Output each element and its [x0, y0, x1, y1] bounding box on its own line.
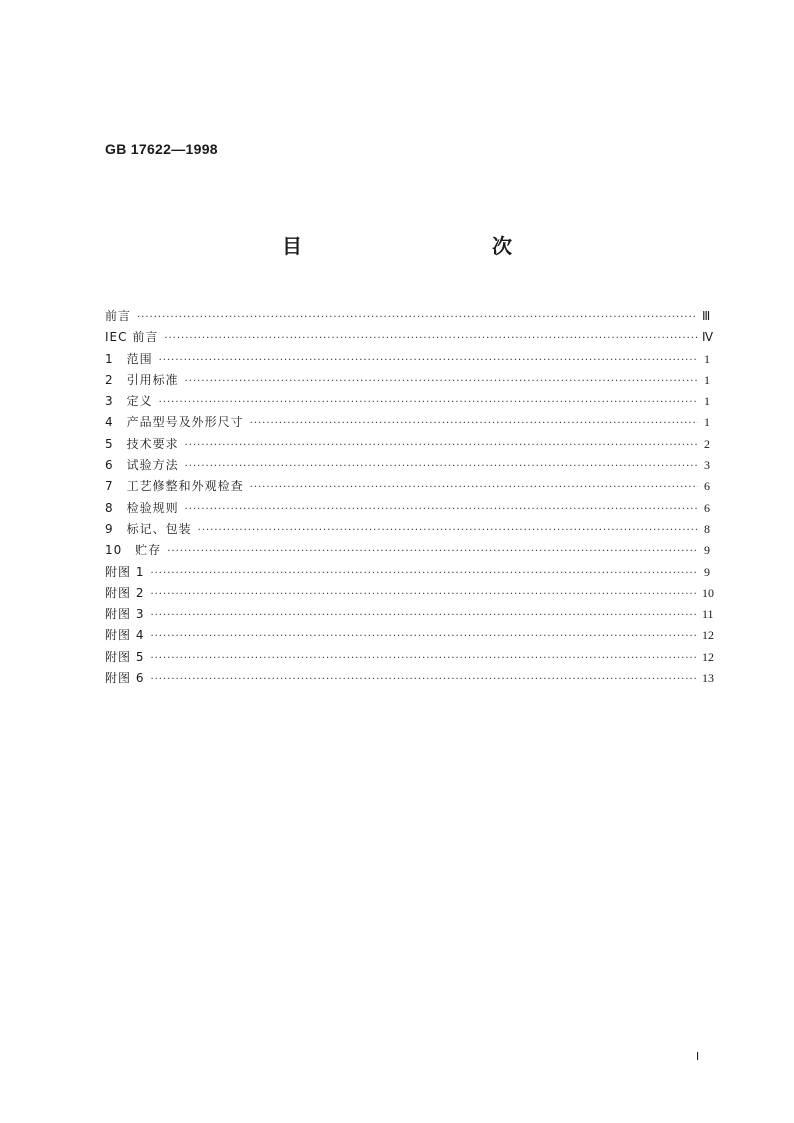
toc-leader-dots — [137, 312, 698, 323]
toc-leader-dots — [185, 504, 698, 515]
toc-entry-page: 9 — [704, 543, 710, 558]
toc-entry-page: 11 — [702, 607, 714, 622]
toc-entry[interactable] — [105, 541, 710, 562]
toc-entry-label: 附图 4 — [105, 628, 145, 643]
toc-entry-label: 1 范围 — [105, 351, 153, 366]
toc-leader-dots — [159, 397, 698, 408]
toc-leader-dots — [167, 546, 698, 557]
toc-entry-page: 12 — [702, 649, 714, 664]
toc-leader-dots — [164, 333, 698, 344]
toc-entry[interactable] — [105, 563, 710, 584]
toc-entry-page: 6 — [704, 500, 710, 515]
toc-entry[interactable] — [105, 371, 710, 392]
toc-leader-dots — [198, 525, 698, 536]
toc-entry-page: 2 — [704, 436, 710, 451]
toc-entry-label: 附图 1 — [105, 564, 145, 579]
toc-entry-page: 1 — [704, 394, 710, 409]
toc-entry-label: 前言 — [105, 309, 132, 323]
page-title: 目 次 — [282, 234, 562, 258]
toc-leader-dots — [150, 610, 698, 621]
toc-entry[interactable] — [105, 328, 714, 349]
page-number: Ⅰ — [696, 1051, 700, 1063]
toc-leader-dots — [185, 461, 698, 472]
toc-entry-label: 9 标记、包装 — [105, 521, 192, 536]
toc-leader-dots — [150, 631, 698, 642]
toc-entry-label: 4 产品型号及外形尺寸 — [105, 415, 244, 430]
toc-entry-label: 5 技术要求 — [105, 436, 179, 451]
toc-entry-label: 10 贮存 — [105, 543, 162, 558]
toc-leader-dots — [185, 440, 698, 451]
toc-entry-label: 附图 2 — [105, 585, 145, 600]
toc-entry-label: 附图 6 — [105, 671, 145, 686]
toc-entry-label: 2 引用标准 — [105, 372, 179, 387]
toc-entry-page: 13 — [702, 671, 714, 686]
toc-leader-dots — [150, 674, 698, 685]
toc-entry[interactable] — [105, 350, 710, 371]
toc-entry-label: 附图 3 — [105, 607, 145, 622]
toc-entry[interactable] — [105, 477, 710, 498]
toc-leader-dots — [150, 589, 698, 600]
toc-leader-dots — [250, 418, 698, 429]
toc-entry[interactable] — [105, 307, 710, 328]
toc-leader-dots — [150, 653, 698, 664]
toc-entry-page: 3 — [704, 458, 710, 473]
toc-entry-page: 8 — [704, 521, 710, 536]
toc-entry-page: 1 — [704, 351, 710, 366]
toc-entry[interactable] — [105, 520, 710, 541]
toc-entry[interactable] — [105, 435, 710, 456]
toc-entry[interactable] — [105, 669, 714, 690]
toc-entry-page: 6 — [704, 479, 710, 494]
standard-code: GB 17622—1998 — [105, 141, 218, 157]
toc-entry[interactable] — [105, 626, 714, 647]
toc-entry-page: 1 — [704, 372, 710, 387]
toc-entry-page: Ⅳ — [702, 330, 714, 345]
toc-leader-dots — [159, 355, 698, 366]
toc-entry[interactable] — [105, 648, 714, 669]
toc-entry[interactable] — [105, 499, 710, 520]
toc-entry[interactable] — [105, 456, 710, 477]
toc-leader-dots — [250, 482, 698, 493]
toc-entry-label: 6 试验方法 — [105, 458, 179, 473]
toc-entry-label: IEC 前言 — [105, 330, 159, 345]
toc-entry-page: 10 — [702, 585, 714, 600]
toc-entry-label: 附图 5 — [105, 649, 145, 664]
toc-entry-label: 8 检验规则 — [105, 500, 179, 515]
toc-entry[interactable] — [105, 392, 710, 413]
toc-leader-dots — [185, 376, 698, 387]
table-of-contents — [105, 307, 714, 690]
toc-entry-page: Ⅲ — [702, 309, 711, 323]
toc-entry[interactable] — [105, 584, 714, 605]
toc-entry-label: 3 定义 — [105, 394, 153, 409]
toc-entry[interactable] — [105, 605, 714, 626]
toc-entry[interactable] — [105, 413, 710, 434]
toc-entry-page: 1 — [704, 415, 710, 430]
toc-entry-page: 12 — [702, 628, 714, 643]
toc-entry-page: 9 — [704, 564, 710, 579]
toc-entry-label: 7 工艺修整和外观检查 — [105, 479, 244, 494]
toc-leader-dots — [150, 568, 698, 579]
